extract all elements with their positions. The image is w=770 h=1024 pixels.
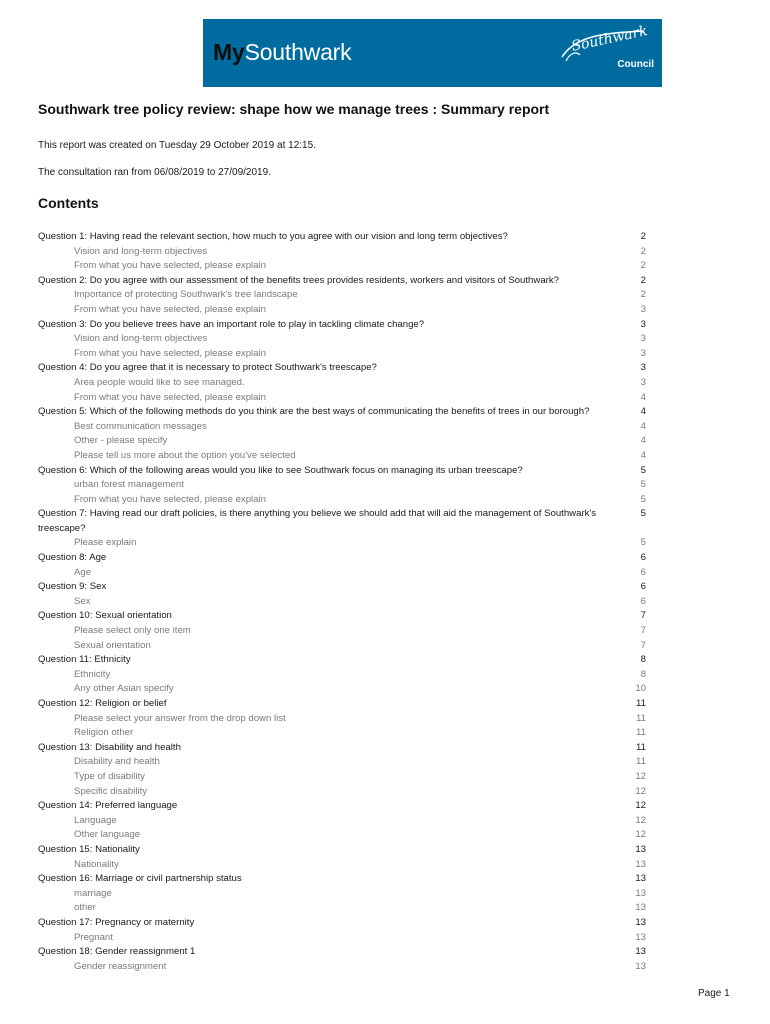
toc-subentry[interactable] (38, 770, 646, 785)
toc-page-number: 3 (640, 318, 646, 330)
toc-entry-text: Question 9: Sex (38, 581, 107, 593)
toc-subentry[interactable] (38, 332, 646, 347)
toc-subentry[interactable] (38, 566, 646, 581)
toc-entry-text: Vision and long-term objectives (74, 333, 208, 345)
toc-subentry[interactable] (38, 931, 646, 946)
toc-page-number: 11 (636, 712, 646, 724)
toc-page-number: 12 (635, 829, 646, 841)
toc-entry-text: Other - please specify (74, 435, 168, 447)
toc-entry-text: From what you have selected, please explain (74, 347, 266, 359)
toc-entry-text: From what you have selected, please explain (74, 493, 266, 505)
toc-question-entry[interactable] (38, 230, 646, 245)
toc-entry-text: Question 10: Sexual orientation (38, 610, 172, 622)
toc-question-entry[interactable] (38, 799, 646, 814)
toc-page-number: 13 (635, 858, 646, 870)
toc-entry-text: From what you have selected, please explain (74, 303, 266, 315)
toc-subentry[interactable] (38, 536, 646, 551)
toc-entry-text: From what you have selected, please explain (74, 391, 266, 403)
council-word: Council (617, 59, 654, 70)
toc-question-entry[interactable] (38, 551, 646, 566)
toc-question-entry[interactable] (38, 872, 646, 887)
toc-entry-text: Sex (74, 595, 91, 607)
toc-subentry[interactable] (38, 420, 646, 435)
toc-subentry[interactable] (38, 682, 646, 697)
toc-subentry[interactable] (38, 303, 646, 318)
table-of-contents (38, 230, 646, 974)
toc-entry-text: Question 7: Having read our draft policies, is there anything you believe we should add that will aid the management of Southwark's treescape? (38, 508, 597, 534)
toc-question-entry[interactable] (38, 405, 646, 420)
toc-question-entry[interactable] (38, 741, 646, 756)
toc-subentry[interactable] (38, 901, 646, 916)
toc-entry-text: other (74, 902, 96, 914)
toc-page-number: 7 (640, 639, 646, 651)
toc-page-number: 2 (640, 231, 646, 242)
toc-page-number: 7 (640, 610, 646, 622)
toc-entry-text: Gender reassignment (74, 960, 167, 972)
toc-subentry[interactable] (38, 288, 646, 303)
toc-entry-text: Ethnicity (74, 668, 111, 680)
toc-subentry[interactable] (38, 434, 646, 449)
toc-question-entry[interactable] (38, 916, 646, 931)
brand-my: My (213, 39, 245, 65)
brand-name: Southwark (244, 39, 352, 65)
toc-page-number: 11 (636, 741, 646, 753)
toc-question-entry[interactable] (38, 945, 646, 960)
toc-subentry[interactable] (38, 259, 646, 274)
council-script: Southwark (569, 23, 649, 55)
toc-page-number: 8 (640, 654, 646, 666)
toc-subentry[interactable] (38, 755, 646, 770)
toc-entry-text: Question 4: Do you agree that it is necessary to protect Southwark's treescape? (38, 362, 377, 374)
toc-subentry[interactable] (38, 785, 646, 800)
toc-page-number: 3 (640, 376, 646, 388)
toc-entry-text: Question 1: Having read the relevant section, how much to you agree with our vision and long term objectives? (38, 231, 508, 242)
toc-question-entry[interactable] (38, 361, 646, 376)
toc-entry-text: Any other Asian specify (74, 683, 174, 695)
toc-page-number: 6 (640, 581, 646, 593)
toc-entry-text: Other language (74, 829, 141, 841)
toc-subentry[interactable] (38, 478, 646, 493)
toc-question-entry[interactable] (38, 580, 646, 595)
toc-page-number: 13 (635, 931, 646, 943)
toc-page-number: 4 (640, 420, 646, 432)
toc-subentry[interactable] (38, 960, 646, 975)
toc-page-number: 6 (640, 595, 646, 607)
toc-page-number: 3 (640, 333, 646, 345)
toc-subentry[interactable] (38, 887, 646, 902)
toc-page-number: 4 (640, 449, 646, 461)
toc-entry-text: Question 14: Preferred language (38, 800, 178, 812)
toc-page-number: 3 (640, 362, 646, 374)
toc-entry-text: Religion other (74, 727, 134, 739)
toc-entry-text: Question 11: Ethnicity (38, 654, 131, 666)
toc-entry-text: Question 8: Age (38, 552, 107, 564)
toc-question-entry[interactable] (38, 464, 646, 479)
toc-entry-text: Question 2: Do you agree with our assessment of the benefits trees provides residents, workers and visitors of Southwark? (38, 274, 559, 286)
toc-page-number: 4 (640, 435, 646, 447)
toc-entry-text: Disability and health (74, 756, 160, 768)
toc-entry-text: Importance of protecting Southwark's tree landscape (74, 289, 298, 301)
toc-page-number: 4 (640, 406, 646, 418)
toc-page-number: 13 (635, 902, 646, 914)
report-title: Southwark tree policy review: shape how we manage trees : Summary report (38, 101, 550, 117)
toc-entry-text: Specific disability (74, 785, 148, 797)
toc-entry-text: Question 18: Gender reassignment 1 (38, 946, 196, 958)
toc-subentry[interactable] (38, 726, 646, 741)
toc-page-number: 5 (640, 537, 646, 549)
toc-page-number: 13 (635, 916, 646, 928)
toc-question-entry[interactable] (38, 843, 646, 858)
mysouthwark-logo (213, 39, 351, 66)
toc-page-number: 5 (640, 479, 646, 491)
toc-entry-text: Please select only one item (74, 625, 191, 637)
toc-page-number: 6 (640, 566, 646, 578)
toc-page-number: 12 (635, 785, 646, 797)
toc-question-entry[interactable] (38, 274, 646, 289)
toc-page-number: 2 (640, 260, 646, 272)
toc-subentry[interactable] (38, 347, 646, 362)
toc-entry-text: Question 12: Religion or belief (38, 698, 167, 709)
toc-entry-text: Question 16: Marriage or civil partnership status (38, 873, 242, 885)
toc-entry-text: Language (74, 814, 117, 826)
toc-page-number: 12 (635, 814, 646, 826)
toc-page-number: 8 (640, 668, 646, 680)
toc-page-number: 4 (640, 391, 646, 403)
toc-page-number: 13 (635, 843, 646, 855)
toc-entry-text: marriage (74, 887, 112, 899)
toc-entry-text: urban forest management (74, 479, 184, 491)
toc-entry-text: Please tell us more about the option you've selected (74, 449, 296, 461)
toc-page-number: 11 (636, 698, 646, 709)
toc-entry-text: Question 15: Nationality (38, 843, 140, 855)
toc-entry-text: Question 13: Disability and health (38, 741, 181, 753)
toc-subentry[interactable] (38, 624, 646, 639)
toc-page-number: 7 (640, 625, 646, 637)
toc-entry-text: Question 17: Pregnancy or maternity (38, 916, 195, 928)
toc-page-number: 5 (640, 493, 646, 505)
toc-page-number: 11 (636, 727, 646, 739)
toc-page-number: 2 (640, 289, 646, 301)
toc-subentry[interactable] (38, 858, 646, 873)
toc-page-number: 12 (635, 770, 646, 782)
toc-subentry[interactable] (38, 245, 646, 260)
consultation-dates: The consultation ran from 06/08/2019 to 27/09/2019. (38, 167, 271, 178)
toc-entry-text: Sexual orientation (74, 639, 151, 651)
toc-page-number: 13 (635, 887, 646, 899)
toc-page-number: 11 (636, 756, 646, 768)
toc-page-number: 2 (640, 245, 646, 257)
toc-entry-text: Age (74, 566, 92, 578)
toc-entry-text: Pregnant (74, 931, 113, 943)
toc-subentry[interactable] (38, 391, 646, 406)
toc-entry-text: Question 5: Which of the following methods do you think are the best ways of communicating the benefits of trees in our borough? (38, 406, 590, 418)
toc-page-number: 6 (640, 552, 646, 564)
toc-entry-text: From what you have selected, please explain (74, 260, 266, 272)
toc-entry-text: Vision and long-term objectives (74, 245, 208, 257)
toc-subentry[interactable] (38, 828, 646, 843)
toc-page-number: 3 (640, 303, 646, 315)
toc-page-number: 3 (640, 347, 646, 359)
created-text: This report was created on Tuesday 29 October 2019 at 12:15. (38, 140, 316, 151)
page-number: Page 1 (698, 988, 730, 999)
toc-page-number: 13 (635, 873, 646, 885)
toc-question-entry[interactable] (38, 609, 646, 624)
toc-subentry[interactable] (38, 595, 646, 610)
toc-page-number: 5 (640, 508, 646, 520)
toc-page-number: 13 (635, 946, 646, 958)
contents-heading: Contents (38, 195, 99, 211)
toc-page-number: 10 (635, 683, 646, 695)
toc-entry-text: Question 3: Do you believe trees have an important role to play in tackling climate change? (38, 318, 425, 330)
toc-subentry[interactable] (38, 639, 646, 654)
toc-entry-text: Nationality (74, 858, 119, 870)
toc-subentry[interactable] (38, 493, 646, 508)
toc-subentry[interactable] (38, 814, 646, 829)
toc-question-entry[interactable] (38, 697, 646, 712)
toc-question-entry[interactable] (38, 318, 646, 333)
header-banner (203, 19, 662, 87)
toc-subentry[interactable] (38, 376, 646, 391)
toc-entry-text: Area people would like to see managed. (74, 376, 245, 388)
toc-page-number: 2 (640, 274, 646, 286)
toc-page-number: 13 (635, 960, 646, 972)
toc-entry-text: Please explain (74, 537, 137, 549)
toc-subentry[interactable] (38, 712, 646, 727)
toc-entry-text: Please select your answer from the drop down list (74, 712, 286, 724)
toc-entry-text: Best communication messages (74, 420, 207, 432)
toc-entry-text: Type of disability (74, 770, 145, 782)
toc-subentry[interactable] (38, 668, 646, 683)
toc-page-number: 12 (635, 800, 646, 812)
toc-question-entry[interactable] (38, 507, 646, 536)
toc-question-entry[interactable] (38, 653, 646, 668)
toc-page-number: 5 (640, 464, 646, 476)
toc-entry-text: Question 6: Which of the following areas would you like to see Southwark focus on managing its urban treescape? (38, 464, 523, 476)
toc-subentry[interactable] (38, 449, 646, 464)
